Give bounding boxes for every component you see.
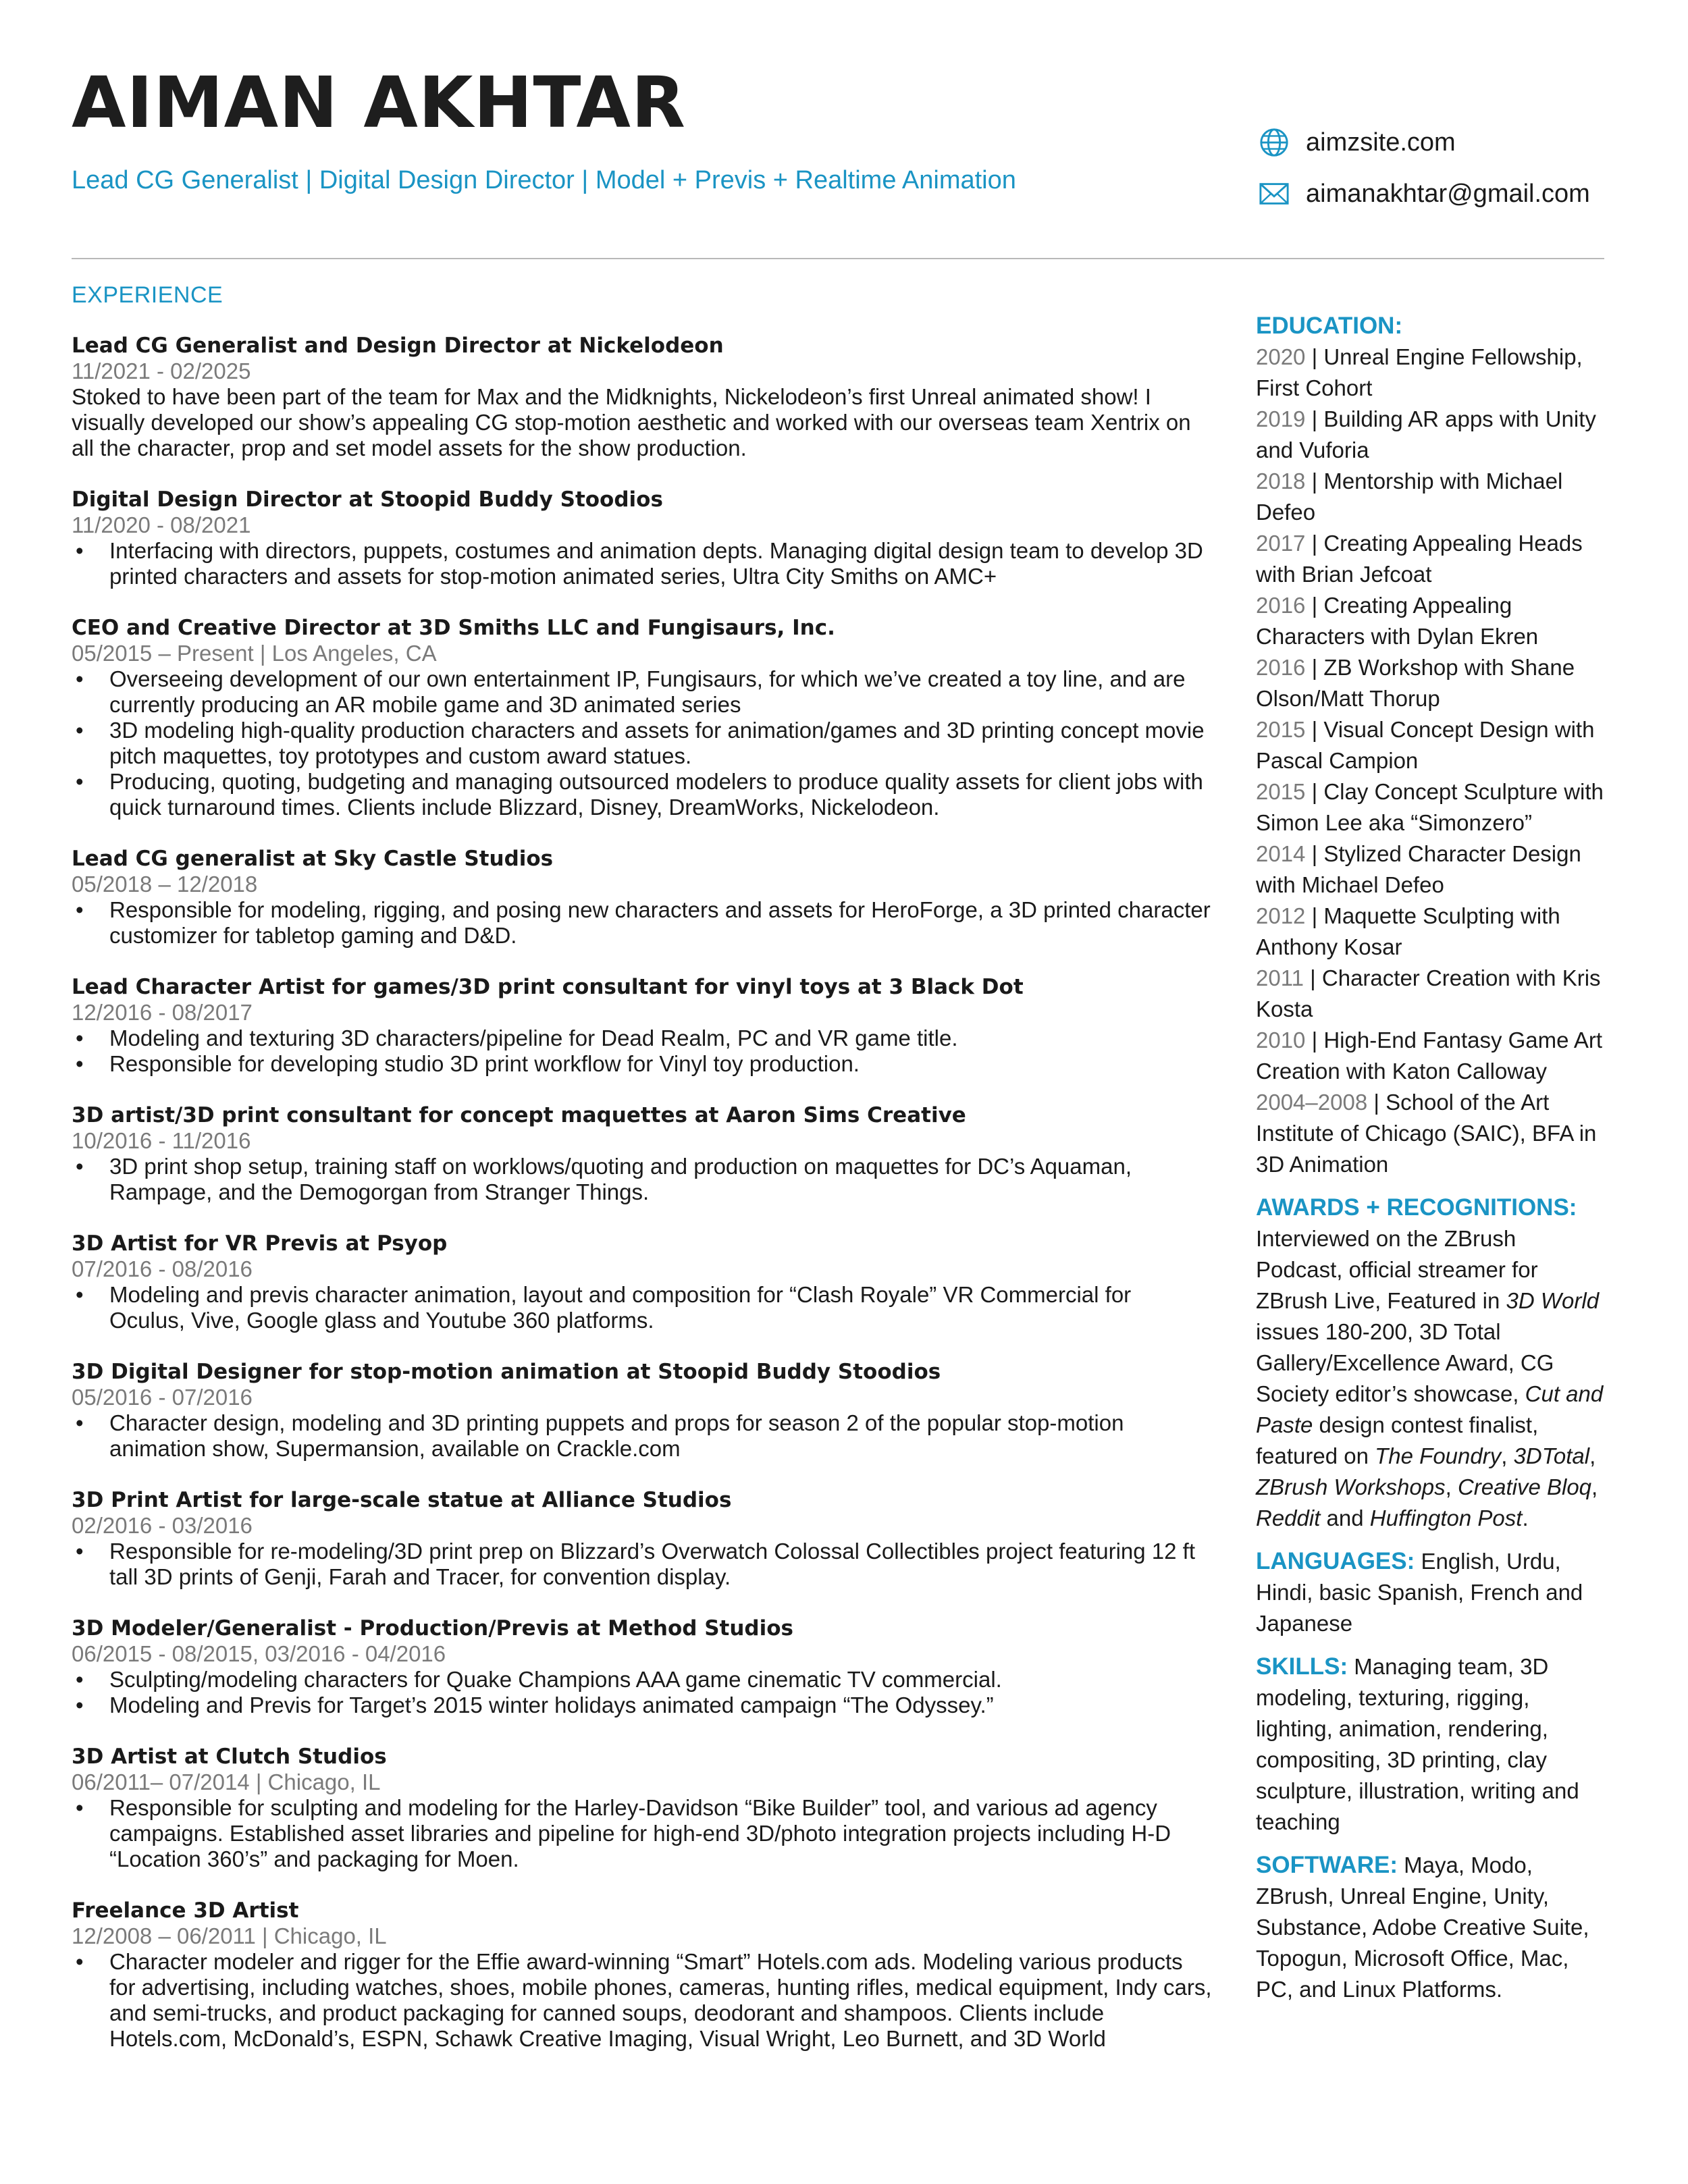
job-entry	[72, 1102, 1213, 1205]
email-link[interactable]	[1259, 177, 1610, 211]
languages-text: English, Urdu, Hindi, basic Spanish, French and Japanese	[1256, 1549, 1583, 1636]
separator: |	[1367, 1090, 1386, 1115]
job-entry	[72, 333, 1213, 461]
bullet-item: • Modeling and texturing 3D characters/pipeline for Dead Realm, PC and VR game title.	[72, 1026, 1213, 1051]
education-heading: EDUCATION:	[1256, 313, 1403, 339]
bullet-item: • Responsible for sculpting and modeling for the Harley-Davidson “Bike Builder” tool, and various ad agency campaigns. Established asset libraries and pipeline for high-end 3D/photo integration projects including H-D “Location 360’s” and packaging for Moen.	[72, 1795, 1213, 1872]
education-year: 2018	[1256, 469, 1306, 494]
contest-name: Cut and Paste	[1256, 1381, 1604, 1437]
job-title: 3D Artist at Clutch Studios	[72, 1744, 387, 1769]
job-entry	[72, 1616, 1213, 1718]
education-year: 2017	[1256, 531, 1306, 556]
skills-heading: SKILLS:	[1256, 1653, 1348, 1680]
awards-part: and	[1320, 1506, 1370, 1530]
publication-name: The Foundry	[1375, 1443, 1502, 1468]
job-date: 05/2018 – 12/2018	[72, 872, 258, 897]
bullet-item: • Responsible for modeling, rigging, and posing new characters and assets for HeroForge, a 3D printed character customizer for tabletop gaming and D&D.	[72, 897, 1213, 949]
job-title: CEO and Creative Director at 3D Smiths LLC and Fungisaurs, Inc.	[72, 616, 835, 640]
job-title: Lead CG Generalist and Design Director at Nickelodeon	[72, 334, 724, 358]
globe-icon	[1259, 127, 1290, 158]
education-text: Creating Appealing Heads with Brian Jefcoat	[1256, 531, 1583, 587]
education-item	[1256, 466, 1607, 528]
education-text: Stylized Character Design with Michael Defeo	[1256, 841, 1581, 897]
education-text: ZB Workshop with Shane Olson/Matt Thorup	[1256, 655, 1575, 711]
separator: |	[1303, 965, 1322, 990]
resume-header	[72, 61, 1618, 257]
job-title: Lead CG generalist at Sky Castle Studios	[72, 847, 554, 871]
education-item	[1256, 652, 1607, 714]
job-date: 06/2011– 07/2014 | Chicago, IL	[72, 1769, 381, 1794]
job-bullets	[72, 1795, 1213, 1872]
skills-text: Managing team, 3D modeling, texturing, rigging, lighting, animation, rendering, compositing, 3D printing, clay sculpture, illustration, writing and teaching	[1256, 1654, 1579, 1834]
bullet-item: • 3D modeling high-quality production characters and assets for animation/games and 3D printing concept movie pitch maquettes, toy prototypes and custom award statues.	[72, 718, 1213, 769]
education-item	[1256, 1087, 1607, 1180]
bullet-item: • Character modeler and rigger for the Effie award-winning “Smart” Hotels.com ads. Modeling various products for advertising, including watches, shoes, mobile phones, cameras, hunting rifles, medical equipment, Indy cars, and semi-trucks, and product packaging for canned soups, deodorant and shampoos. Clients include Hotels.com, McDonald’s, ESPN, Schawk Creative Imaging, Visual Wright, Leo Burnett, and 3D World	[72, 1949, 1213, 2052]
education-text: Unreal Engine Fellowship, First Cohort	[1256, 344, 1583, 400]
education-text: Maquette Sculpting with Anthony Kosar	[1256, 903, 1560, 959]
awards-section	[1256, 1192, 1607, 1534]
bullet-item: • Overseeing development of our own entertainment IP, Fungisaurs, for which we’ve created a toy line, and are currently producing an AR mobile game and 3D animated series	[72, 666, 1213, 718]
separator: |	[1305, 1028, 1324, 1053]
job-list	[72, 333, 1213, 2052]
software-heading: SOFTWARE:	[1256, 1852, 1398, 1878]
publication-name: ZBrush Workshops	[1256, 1474, 1446, 1499]
education-item	[1256, 1025, 1607, 1087]
job-title: 3D artist/3D print consultant for concept maquettes at Aaron Sims Creative	[72, 1103, 966, 1127]
languages-heading: LANGUAGES:	[1256, 1548, 1415, 1574]
education-text: Building AR apps with Unity and Vuforia	[1256, 406, 1596, 462]
bullet-item: • Character design, modeling and 3D printing puppets and props for season 2 of the popular stop-motion animation show, Supermansion, available on Crackle.com	[72, 1410, 1213, 1462]
skills-section	[1256, 1651, 1607, 1838]
job-bullets	[72, 1026, 1213, 1077]
job-bullets	[72, 538, 1213, 589]
separator: |	[1305, 406, 1324, 431]
job-bullets	[72, 897, 1213, 949]
job-entry	[72, 1231, 1213, 1333]
education-year: 2015	[1256, 717, 1306, 742]
education-item	[1256, 901, 1607, 963]
website-text: aimzsite.com	[1306, 128, 1456, 157]
sidebar	[1256, 311, 1607, 2017]
job-date: 11/2020 - 08/2021	[72, 512, 251, 537]
awards-part: issues 180-200, 3D Total Gallery/Excellence Award, CG Society editor’s showcase,	[1256, 1319, 1554, 1406]
envelope-icon	[1259, 178, 1290, 209]
job-date: 11/2021 - 02/2025	[72, 358, 251, 383]
job-bullets	[72, 1410, 1213, 1462]
job-title: 3D Modeler/Generalist - Production/Previs at Method Studios	[72, 1616, 794, 1641]
job-date: 06/2015 - 08/2015, 03/2016 - 04/2016	[72, 1641, 446, 1666]
job-title: Digital Design Director at Stoopid Buddy Stoodios	[72, 487, 663, 512]
separator: |	[1305, 593, 1324, 618]
education-item	[1256, 590, 1607, 652]
job-bullets	[72, 666, 1213, 820]
education-text: Character Creation with Kris Kosta	[1256, 965, 1601, 1021]
separator: |	[1305, 344, 1324, 369]
job-bullets	[72, 1949, 1213, 2052]
education-text: Creating Appealing Characters with Dylan Ekren	[1256, 593, 1539, 649]
job-date: 10/2016 - 11/2016	[72, 1128, 251, 1153]
contact-info	[1259, 126, 1610, 228]
education-year: 2016	[1256, 655, 1306, 680]
separator: |	[1305, 779, 1324, 804]
education-item	[1256, 528, 1607, 590]
awards-text	[1256, 1223, 1607, 1534]
bullet-item: • Interfacing with directors, puppets, costumes and animation depts. Managing digital design team to develop 3D printed characters and assets for stop-motion animated series, Ultra City Smiths on AMC+	[72, 538, 1213, 589]
awards-part: Interviewed on the ZBrush Podcast, official streamer for ZBrush Live, Featured in	[1256, 1226, 1538, 1313]
job-date: 05/2015 – Present | Los Angeles, CA	[72, 641, 437, 666]
job-date: 12/2016 - 08/2017	[72, 1000, 253, 1025]
experience-section	[72, 282, 1213, 2077]
job-entry	[72, 1359, 1213, 1462]
job-title: 3D Artist for VR Previs at Psyop	[72, 1231, 448, 1256]
education-text: Visual Concept Design with Pascal Campion	[1256, 717, 1595, 773]
job-bullets	[72, 1539, 1213, 1590]
publication-name: Creative Bloq	[1457, 1474, 1592, 1499]
bullet-item: • Responsible for re-modeling/3D print prep on Blizzard’s Overwatch Colossal Collectibles project featuring 12 ft tall 3D prints of Genji, Farah and Tracer, for convention display.	[72, 1539, 1213, 1590]
professional-tagline: Lead CG Generalist | Digital Design Director | Model + Previs + Realtime Animation	[72, 166, 1016, 194]
bullet-item: • 3D print shop setup, training staff on worklows/quoting and production on maquettes for DC’s Aquaman, Rampage, and the Demogorgan from Stranger Things.	[72, 1154, 1213, 1205]
education-text: High-End Fantasy Game Art Creation with Katon Calloway	[1256, 1028, 1603, 1084]
education-text: Mentorship with Michael Defeo	[1256, 469, 1563, 525]
header-divider	[72, 258, 1604, 259]
job-entry	[72, 487, 1213, 589]
job-bullets	[72, 1667, 1213, 1718]
job-entry	[72, 1487, 1213, 1590]
education-year: 2014	[1256, 841, 1306, 866]
job-entry	[72, 974, 1213, 1077]
separator: |	[1305, 903, 1324, 928]
email-text: aimanakhtar@gmail.com	[1306, 179, 1590, 208]
separator: |	[1305, 655, 1324, 680]
publication-name: 3D World	[1506, 1288, 1600, 1313]
job-description: Stoked to have been part of the team for Max and the Midknights, Nickelodeon’s first Unreal animated show! I visually developed our show’s appealing CG stop-motion aesthetic and worked with our overseas team Xentrix on all the character, prop and set model assets for the show production.	[72, 384, 1191, 460]
publication-name: 3DTotal	[1513, 1443, 1590, 1468]
education-year: 2012	[1256, 903, 1306, 928]
awards-part: ,	[1445, 1474, 1458, 1499]
job-title: Lead Character Artist for games/3D print consultant for vinyl toys at 3 Black Dot	[72, 975, 1024, 999]
awards-part: ,	[1589, 1443, 1596, 1468]
job-title: 3D Print Artist for large-scale statue at Alliance Studios	[72, 1488, 732, 1512]
software-section	[1256, 1850, 1607, 2005]
job-date: 05/2016 - 07/2016	[72, 1385, 253, 1410]
candidate-name: AIMAN AKHTAR	[72, 61, 686, 144]
job-date: 12/2008 – 06/2011 | Chicago, IL	[72, 1923, 387, 1948]
job-entry	[72, 1744, 1213, 1872]
bullet-item: • Modeling and previs character animation, layout and composition for “Clash Royale” VR Commercial for Oculus, Vive, Google glass and Youtube 360 platforms.	[72, 1282, 1213, 1333]
education-year: 2020	[1256, 344, 1306, 369]
education-list	[1256, 342, 1607, 1180]
job-entry	[72, 615, 1213, 820]
education-item	[1256, 342, 1607, 404]
education-text: School of the Art Institute of Chicago (SAIC), BFA in 3D Animation	[1256, 1090, 1597, 1177]
bullet-item: • Producing, quoting, budgeting and managing outsourced modelers to produce quality assets for client jobs with quick turnaround times. Clients include Blizzard, Disney, DreamWorks, Nickelodeon.	[72, 769, 1213, 820]
job-bullets	[72, 1282, 1213, 1333]
education-year: 2004–2008	[1256, 1090, 1368, 1115]
publication-name: Huffington Post	[1369, 1506, 1523, 1530]
education-item	[1256, 776, 1607, 838]
separator: |	[1305, 531, 1324, 556]
awards-part: ,	[1591, 1474, 1598, 1499]
awards-part: ,	[1501, 1443, 1514, 1468]
bullet-item: • Modeling and Previs for Target’s 2015 winter holidays animated campaign “The Odyssey.”	[72, 1693, 1213, 1718]
education-year: 2010	[1256, 1028, 1306, 1053]
awards-part: design contest finalist, featured on	[1256, 1412, 1539, 1468]
experience-heading: EXPERIENCE	[72, 282, 223, 308]
separator: |	[1305, 717, 1324, 742]
job-title: Freelance 3D Artist	[72, 1898, 299, 1923]
languages-section	[1256, 1546, 1607, 1639]
job-bullets	[72, 1154, 1213, 1205]
education-item	[1256, 963, 1607, 1025]
job-entry	[72, 846, 1213, 949]
education-item	[1256, 714, 1607, 776]
education-item	[1256, 404, 1607, 466]
bullet-item: • Sculpting/modeling characters for Quake Champions AAA game cinematic TV commercial.	[72, 1667, 1213, 1693]
education-year: 2011	[1256, 965, 1304, 990]
education-text: Clay Concept Sculpture with Simon Lee aka “Simonzero”	[1256, 779, 1604, 835]
education-section	[1256, 311, 1607, 1180]
education-year: 2016	[1256, 593, 1306, 618]
software-text: Maya, Modo, ZBrush, Unreal Engine, Unity, Substance, Adobe Creative Suite, Topogun, Microsoft Office, Mac, PC, and Linux Platforms.	[1256, 1853, 1589, 2002]
job-title: 3D Digital Designer for stop-motion animation at Stoopid Buddy Stoodios	[72, 1360, 941, 1384]
job-date: 02/2016 - 03/2016	[72, 1513, 253, 1538]
publication-name: Reddit	[1256, 1506, 1321, 1530]
awards-heading: AWARDS + RECOGNITIONS:	[1256, 1194, 1577, 1221]
website-link[interactable]	[1259, 126, 1610, 159]
separator: |	[1305, 469, 1324, 494]
job-entry	[72, 1898, 1213, 2052]
bullet-item: • Responsible for developing studio 3D print workflow for Vinyl toy production.	[72, 1051, 1213, 1077]
separator: |	[1305, 841, 1324, 866]
education-year: 2019	[1256, 406, 1306, 431]
job-date: 07/2016 - 08/2016	[72, 1256, 253, 1281]
education-year: 2015	[1256, 779, 1306, 804]
awards-part: .	[1522, 1506, 1529, 1530]
education-item	[1256, 838, 1607, 901]
